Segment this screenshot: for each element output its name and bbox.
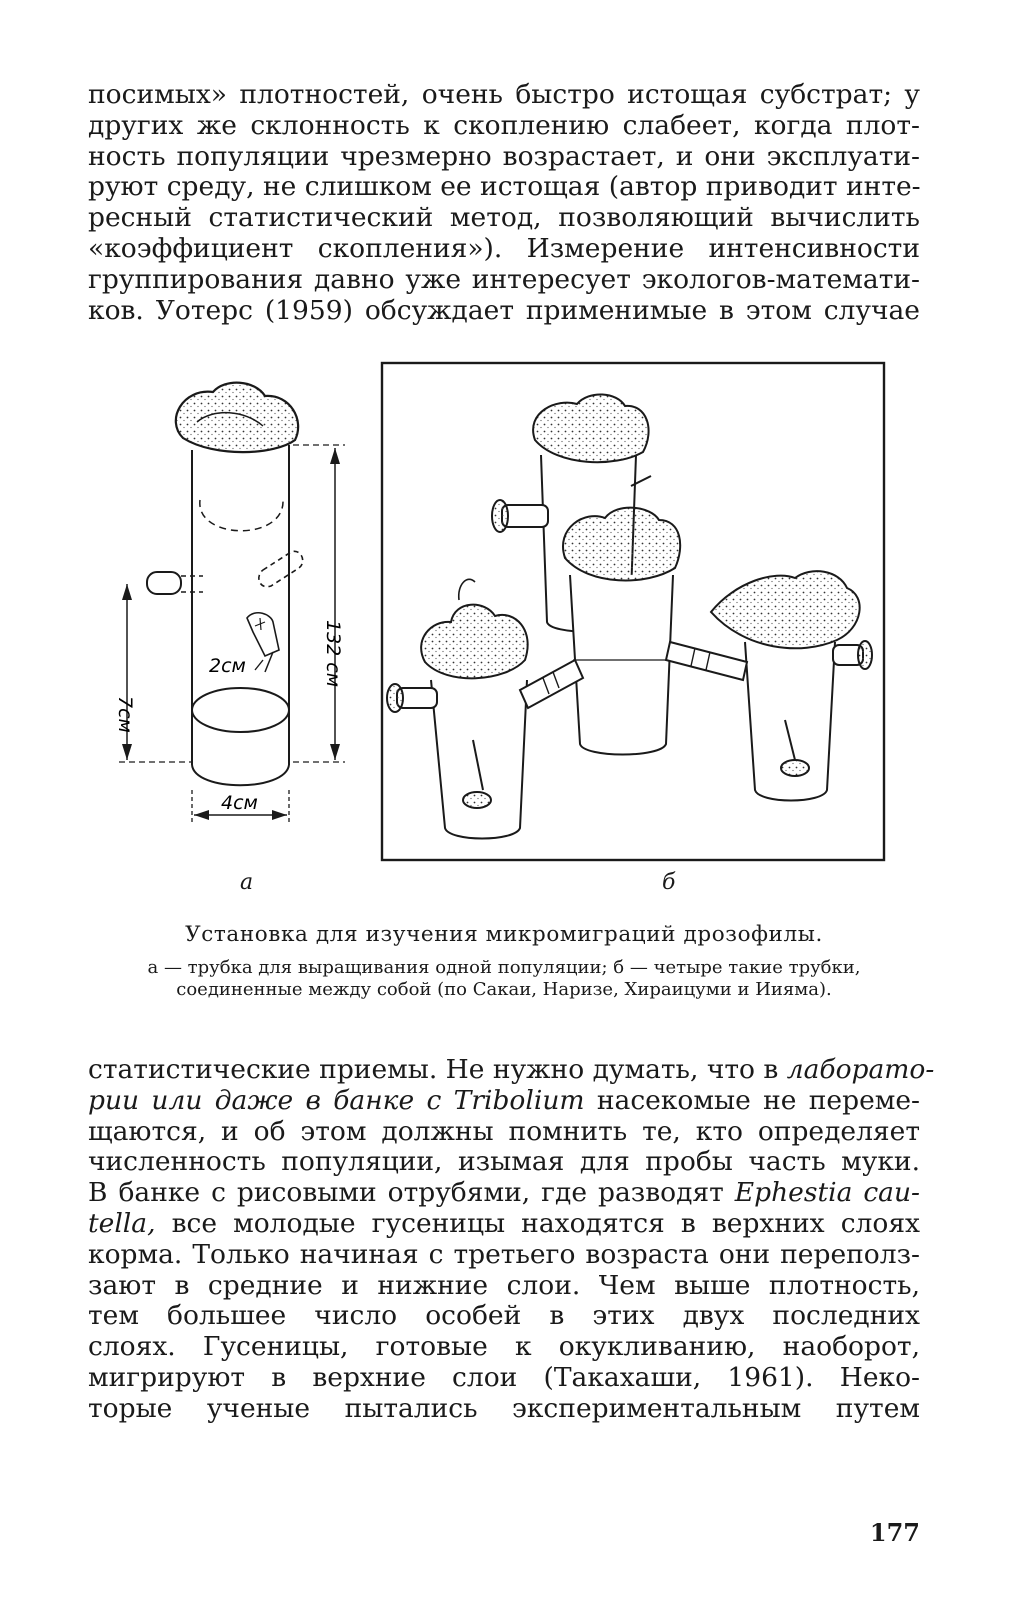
text-line: щаются, и об этом должны помнить те, кто определяет [88, 1115, 920, 1147]
text-line: тем большее число особей в этих двух последних [88, 1300, 920, 1332]
figure [95, 360, 915, 900]
text-line: торые ученые пытались экспериментальным путем [88, 1392, 920, 1424]
figure-caption-title: Установка для изучения микромиграций дрозофилы. [185, 922, 823, 947]
page-number: 177 [869, 1518, 920, 1547]
text-line: ресный статистический метод, позволяющий вычислить [88, 202, 920, 234]
text-line: tella, все молодые гусеницы находятся в верхних слоях [88, 1207, 920, 1239]
panel-b-connected-tubes [382, 363, 884, 860]
text-line: мигрируют в верхние слои (Такахаши, 1961). Неко- [88, 1361, 920, 1393]
bottom-paragraph [88, 1054, 935, 1425]
text-line: группирования давно уже интересует экологов-математи- [88, 263, 920, 295]
dim-width-label: 4см [221, 792, 258, 814]
panel-a-label: а [240, 870, 254, 895]
text-line: слоях. Гусеницы, готовые к окукливанию, наоборот, [88, 1331, 920, 1363]
text-line: рии или даже в банке с Tribolium насекомые не переме- [88, 1084, 920, 1116]
text-line: других же склонность к скоплению слабеет, когда плот- [88, 109, 920, 141]
text-line: численность популяции, изымая для пробы часть муки. [88, 1146, 920, 1178]
figure-caption-description [88, 957, 920, 1001]
text-line: ков. Уотерс (1959) обсуждает применимые в этом случае [88, 294, 920, 326]
text-line: корма. Только начиная с третьего возраста они переполз- [88, 1238, 920, 1270]
dim-side-label: 7см [114, 696, 136, 733]
caption-line: соединенные между собой (по Сакаи, Наризе, Хираицуми и Иияма). [176, 979, 832, 1000]
caption-line: а — трубка для выращивания одной популяции; б — четыре такие трубки, [147, 957, 861, 978]
text-line: руют среду, не слишком ее истощая (автор приводит инте- [88, 171, 921, 203]
text-line: В банке с рисовыми отрубями, где разводят Ephestia cau- [88, 1177, 921, 1209]
panel-a-tube-diagram [119, 383, 345, 822]
text-line: посимых» плотностей, очень быстро истощая субстрат; у [88, 79, 920, 110]
top-paragraph [88, 80, 920, 326]
dim-hole-label: 2см [209, 655, 246, 677]
dim-height-label: 132 см [322, 620, 344, 688]
text-line: «коэффициент скопления»). Измерение интенсивности [88, 232, 920, 264]
panel-b-label: б [662, 870, 676, 895]
text-line: зают в средние и нижние слои. Чем выше плотность, [88, 1269, 920, 1301]
text-line: статистические приемы. Не нужно думать, что в лаборато- [88, 1054, 935, 1085]
text-line: ность популяции чрезмерно возрастает, и они эксплуати- [88, 140, 920, 172]
figure-illustration [95, 360, 915, 900]
